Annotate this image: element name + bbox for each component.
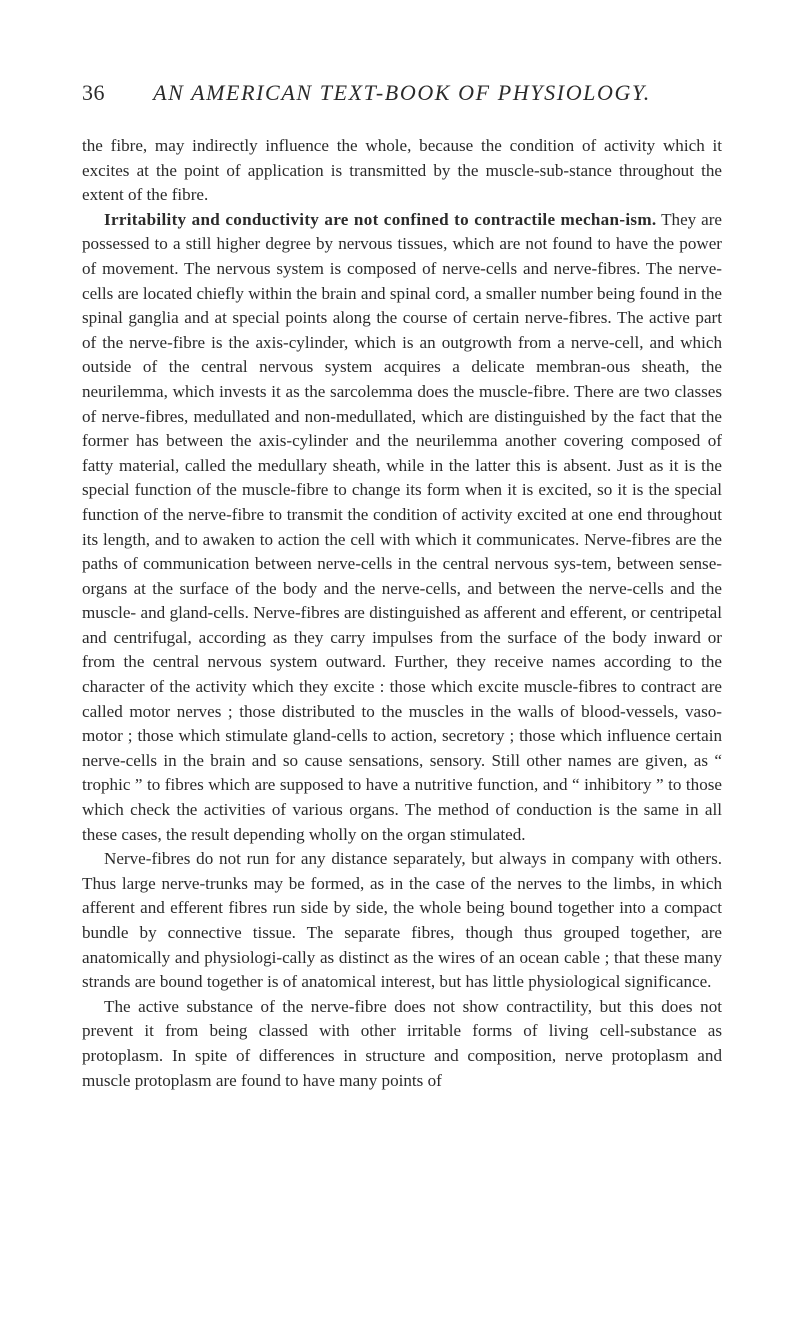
paragraph-active-substance: The active substance of the nerve-fibre does not show contractility, but this does not prevent it from being classed with other irritable forms of living cell-substance as protoplasm. In spite of differences in structure and composition, nerve protoplasm and muscle protoplasm are found to have many points of — [82, 996, 722, 1090]
running-title: AN AMERICAN TEXT-BOOK OF PHYSIOLOGY. — [153, 80, 651, 105]
page-number: 36 — [82, 80, 105, 105]
body-text — [82, 134, 722, 1093]
section-heading: Irritability and conductivity are not confined to contractile mechan-ism. — [104, 209, 657, 229]
paragraph-nerve-trunks: Nerve-fibres do not run for any distance separately, but always in company with others. Thus large nerve-trunks may be formed, as in the case of the nerves to the limbs, in which afferent and efferent fibres run side by side, the whole being bound together into a compact bundle by connective tissue. The separate fibres, though thus grouped together, are anatomically and physiologi-cally as distinct as the wires of an ocean cable ; that these many strands are bound together is of anatomical interest, but has little physiological significance. — [82, 849, 722, 992]
running-head — [82, 80, 722, 110]
paragraph-text: They are possessed to a still higher degree by nervous tissues, which are not found to have the power of movement. The nervous system is composed of nerve-cells and nerve-fibres. The nerve-cells are located chiefly within the brain and spinal cord, a smaller number being found in the spinal ganglia and at special points along the course of certain nerve-fibres. The active part of the nerve-fibre is the axis-cylinder, which is an outgrowth from a nerve-cell, and which outside of the central nervous system acquires a delicate membran-ous sheath, the neurilemma, which invests it as the sarcolemma does the muscle-fibre. There are two classes of nerve-fibres, medullated and non-medullated, which are distinguished by the fact that the former has between the axis-cylinder and the neurilemma another covering composed of fatty material, called the medullary sheath, while in the latter this is absent. Just as it is the special function of the muscle-fibre to change its form when it is excited, so it is the special function of the nerve-fibre to transmit the condition of activity excited at one end throughout its length, and to awaken to action the cell with which it communicates. Nerve-fibres are the paths of communication between nerve-cells in the central nervous sys-tem, between sense-organs at the surface of the body and the nerve-cells, and between the nerve-cells and the muscle- and gland-cells. Nerve-fibres are distinguished as afferent and efferent, or centripetal and centrifugal, according as they carry impulses from the surface of the body inward or from the central nervous system outward. Further, they receive names according to the character of the activity which they excite : those which excite muscle-fibres to contract are called motor nerves ; those distributed to the muscles in the walls of blood-vessels, vaso-motor ; those which stimulate gland-cells to action, secretory ; those which influence certain nerve-cells in the brain and so cause sensations, sensory. Still other names are given, as “ trophic ” to fibres which are supposed to have a nutritive function, and “ inhibitory ” to those which check the activities of various organs. The method of conduction is the same in all these cases, the result depending wholly on the organ stimulated. — [82, 209, 722, 844]
paragraph-irritability — [82, 208, 722, 847]
paragraph-continuation: the fibre, may indirectly influence the whole, because the condition of activity which it excites at the point of application is transmitted by the muscle-sub-stance throughout the extent of the fibre. — [82, 136, 722, 205]
